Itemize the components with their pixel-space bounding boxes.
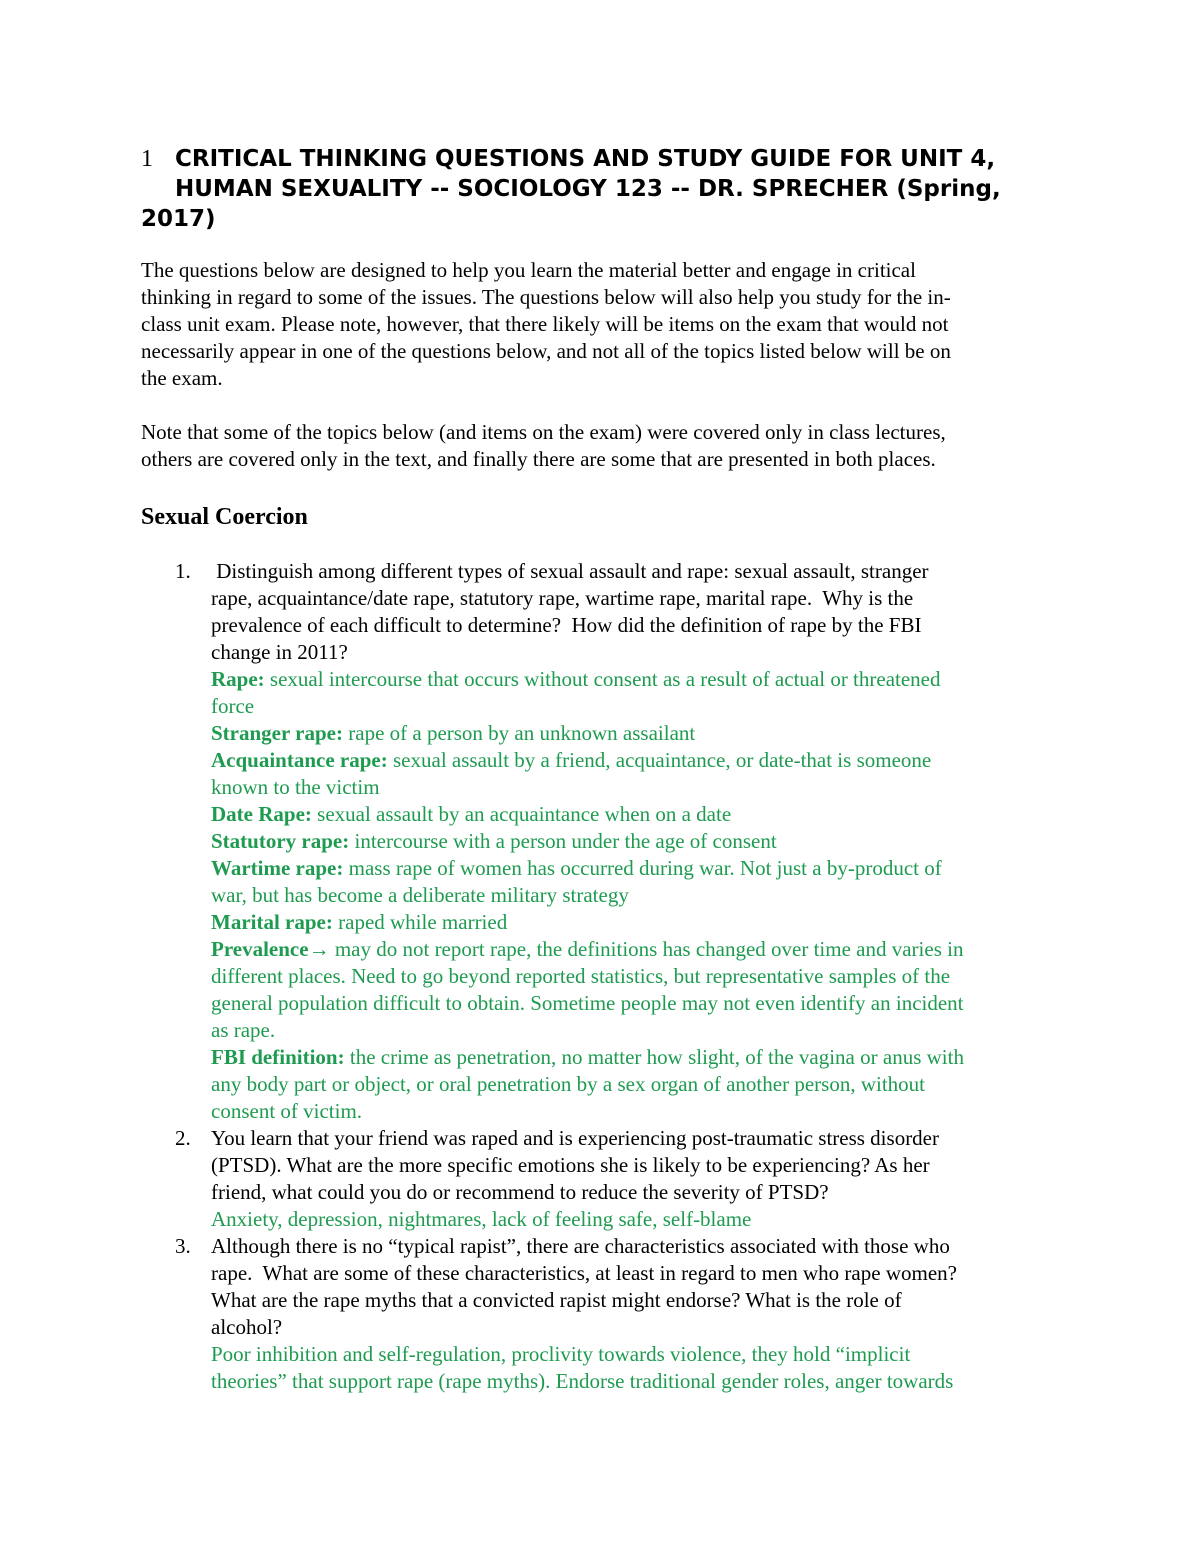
answer-line — [211, 855, 1071, 882]
heading-number: 1 — [141, 146, 153, 172]
answer-line — [211, 909, 1071, 936]
answer-text: Poor inhibition and self-regulation, proclivity towards violence, they hold “implicit — [211, 1342, 911, 1366]
answer-term: FBI definition: — [211, 1045, 345, 1069]
answer-line — [211, 1071, 1071, 1098]
heading-text-3: 2017) — [141, 206, 216, 232]
question-text-line: rape, acquaintance/date rape, statutory rape, wartime rape, marital rape. Why is the — [211, 586, 914, 610]
intro-p2-line: Note that some of the topics below (and items on the exam) were covered only in class lectures, — [141, 420, 946, 444]
answer-text: different places. Need to go beyond reported statistics, but representative samples of the — [211, 964, 951, 988]
answer-term: Prevalence→ — [211, 937, 330, 961]
question-text-line: rape. What are some of these characteristics, at least in regard to men who rape women? — [211, 1261, 957, 1285]
question-text-line: Although there is no “typical rapist”, there are characteristics associated with those who — [211, 1234, 950, 1258]
answer-text: may do not report rape, the definitions has changed over time and varies in — [329, 937, 964, 961]
intro-paragraph-2 — [141, 419, 1066, 473]
intro-p2-line: others are covered only in the text, and finally there are some that are presented in both places. — [141, 447, 936, 471]
answer-text: sexual assault by a friend, acquaintance, or date-that is someone — [387, 748, 932, 772]
answer-line — [211, 1206, 1071, 1233]
heading-text-2: HUMAN SEXUALITY -- SOCIOLOGY 123 -- DR. SPRECHER (Spring, — [175, 176, 1001, 202]
intro-paragraph-1 — [141, 257, 1066, 392]
question-number: 2. — [175, 1126, 191, 1150]
answer-line — [211, 747, 1071, 774]
intro-p1-line: thinking in regard to some of the issues. The questions below will also help you study for the in- — [141, 285, 951, 309]
answer-text: theories” that support rape (rape myths). Endorse traditional gender roles, anger towards — [211, 1369, 954, 1393]
answer-text: general population difficult to obtain. Sometime people may not even identify an incident — [211, 991, 964, 1015]
question-text-line: change in 2011? — [211, 640, 348, 664]
answer-term: Stranger rape: — [211, 721, 343, 745]
answer-term: Date Rape: — [211, 802, 312, 826]
answer-text: mass rape of women has occurred during war. Not just a by-product of — [343, 856, 942, 880]
intro-p1-line: the exam. — [141, 366, 223, 390]
answer-term: Acquaintance rape: — [211, 748, 388, 772]
question-text-line: prevalence of each difficult to determine? How did the definition of rape by the FBI — [211, 613, 922, 637]
answer-term: Wartime rape: — [211, 856, 344, 880]
answer-line — [211, 801, 1071, 828]
answer-line — [211, 990, 1071, 1017]
answer-line — [211, 963, 1071, 990]
answer-line — [211, 666, 1071, 693]
section-title: Sexual Coercion — [141, 504, 308, 530]
question-text-line: friend, what could you do or recommend to reduce the severity of PTSD? — [211, 1180, 829, 1204]
answer-text: Anxiety, depression, nightmares, lack of feeling safe, self-blame — [211, 1207, 752, 1231]
answer-line — [211, 936, 1071, 963]
answer-text: known to the victim — [211, 775, 380, 799]
answer-line — [211, 1368, 1071, 1395]
answer-text: raped while married — [332, 910, 508, 934]
heading-text-1: CRITICAL THINKING QUESTIONS AND STUDY GUIDE FOR UNIT 4, — [175, 146, 996, 172]
question-list — [141, 558, 1071, 1395]
answer-line — [211, 828, 1071, 855]
answer-text: war, but has become a deliberate military strategy — [211, 883, 629, 907]
heading-line-2 — [141, 174, 1061, 204]
question-text-line: What are the rape myths that a convicted rapist might endorse? What is the role of — [211, 1288, 902, 1312]
answer-text: the crime as penetration, no matter how slight, of the vagina or anus with — [344, 1045, 964, 1069]
heading-line-3 — [141, 204, 1061, 234]
document-heading — [141, 144, 1061, 234]
question-item — [141, 558, 1071, 1125]
answer-text: rape of a person by an unknown assailant — [343, 721, 696, 745]
answer-line — [211, 720, 1071, 747]
answer-line — [211, 693, 1071, 720]
answer-text: sexual assault by an acquaintance when on a date — [311, 802, 732, 826]
answer-term: Rape: — [211, 667, 265, 691]
answer-line — [211, 1098, 1071, 1125]
question-number: 1. — [175, 559, 191, 583]
answer-text: any body part or object, or oral penetration by a sex organ of another person, without — [211, 1072, 925, 1096]
heading-line-1 — [141, 144, 1061, 174]
answer-line — [211, 882, 1071, 909]
intro-p1-line: class unit exam. Please note, however, that there likely will be items on the exam that would not — [141, 312, 949, 336]
answer-line — [211, 1341, 1071, 1368]
question-number: 3. — [175, 1234, 191, 1258]
question-text-line: You learn that your friend was raped and is experiencing post-traumatic stress disorder — [211, 1126, 939, 1150]
question-item — [141, 1125, 1071, 1233]
answer-text: sexual intercourse that occurs without consent as a result of actual or threatened — [264, 667, 941, 691]
answer-text: consent of victim. — [211, 1099, 363, 1123]
answer-text: as rape. — [211, 1018, 276, 1042]
answer-line — [211, 1017, 1071, 1044]
answer-line — [211, 774, 1071, 801]
question-text-line: Distinguish among different types of sexual assault and rape: sexual assault, stranger — [211, 559, 929, 583]
answer-term: Statutory rape: — [211, 829, 350, 853]
answer-text: force — [211, 694, 255, 718]
answer-text: intercourse with a person under the age of consent — [349, 829, 777, 853]
answer-term: Marital rape: — [211, 910, 333, 934]
intro-p1-line: The questions below are designed to help you learn the material better and engage in critical — [141, 258, 916, 282]
intro-p1-line: necessarily appear in one of the questions below, and not all of the topics listed below will be on — [141, 339, 951, 363]
question-text-line: (PTSD). What are the more specific emotions she is likely to be experiencing? As her — [211, 1153, 930, 1177]
answer-line — [211, 1044, 1071, 1071]
question-item — [141, 1233, 1071, 1395]
question-text-line: alcohol? — [211, 1315, 283, 1339]
